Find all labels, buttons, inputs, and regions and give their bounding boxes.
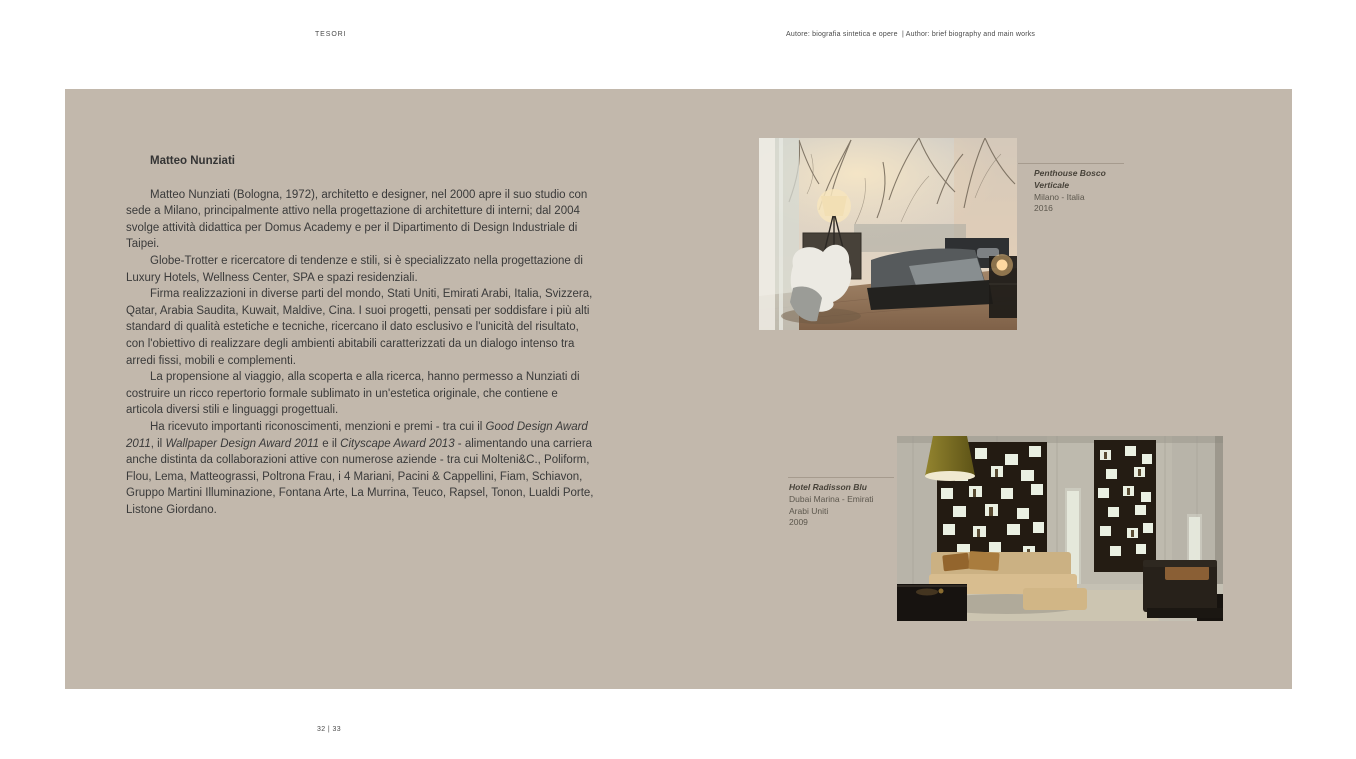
bio-paragraph: Ha ricevuto importanti riconoscimenti, menzioni e premi - tra cui il Good Design Award 2011, il Wallpaper Design Award 2011 e il Cityscape Award 2013 - alimentando una carriera anche distinta da collaborazioni attive con numerose aziende - tra cui Molteni&C., Poliform, Flou, Lema, Matteograssi, Poltrona Frau, i 4 Mariani, Pacini & Cappellini, Fiam, Schiavon, Gruppo Martini Illuminazione, Fontana Arte, La Murrina, Teuco, Rapsel, Tonon, Lualdi Porte, Listone Giordano. [126, 420, 594, 516]
caption-year: 2016 [1034, 203, 1053, 214]
caption-location: Dubai Marina - Emirati Arabi Uniti [789, 493, 874, 516]
bio-paragraph: Globe-Trotter e ricercatore di tendenze e stili, si è specializzato nella progettazione di Luxury Hotels, Wellness Center, SPA e spazi residenziali. [126, 254, 583, 284]
caption-title: Penthouse Bosco Verticale [1034, 168, 1106, 190]
figure-hotel-radisson-blu [897, 436, 1223, 621]
caption-rule [1018, 163, 1124, 164]
bio-paragraph: Firma realizzazioni in diverse parti del mondo, Stati Uniti, Emirati Arabi, Italia, Svizzera, Qatar, Arabia Saudita, Kuwait, Maldive, Cina. I suoi progetti, pensati per soddisfare i più alti standard di qualità estetiche e tecniche, ricercano il dato esclusivo e l'unicità del risultato, con l'obiettivo di realizzare degli ambienti abitabili caratterizzati da un dialogo intenso tra arredi fissi, mobili e complementi. [126, 288, 593, 367]
figure-penthouse-bosco-verticale [759, 138, 1017, 330]
figure-caption-penthouse [1034, 168, 1129, 215]
running-header-series-title: TESORI [315, 31, 347, 38]
caption-location: Milano - Italia [1034, 191, 1085, 202]
bio-paragraph: Matteo Nunziati (Bologna, 1972), architetto e designer, nel 2000 apre il suo studio con sede a Milano, principalmente attivo nella progettazione di architetture di interni; dal 2004 svolge attività didattica per Domus Academy e per il Dipartimento di Design Industriale di Taipei. [126, 188, 588, 251]
content-panel [65, 89, 1292, 689]
figure-caption-radisson [789, 482, 884, 529]
bio-paragraph: La propensione al viaggio, alla scoperta e alla ricerca, hanno permesso a Nunziati di costruire un ricco repertorio formale sublimato in un'estetica originale, che contiene e articola diversi stili e linguaggi progettuali. [126, 371, 580, 417]
caption-title: Hotel Radisson Blu [789, 482, 867, 492]
biography-section [126, 153, 596, 518]
photo-lobby-radisson [897, 436, 1223, 621]
running-header-section-title: Autore: biografia sintetica e opere | Author: brief biography and main works [786, 31, 1036, 38]
caption-year: 2009 [789, 517, 808, 528]
page-numbers: 32 | 33 [317, 726, 342, 733]
bio-paragraphs [126, 187, 596, 519]
photo-bedroom-penthouse [759, 138, 1017, 330]
bio-heading: Matteo Nunziati [150, 155, 235, 167]
caption-rule [788, 477, 894, 478]
